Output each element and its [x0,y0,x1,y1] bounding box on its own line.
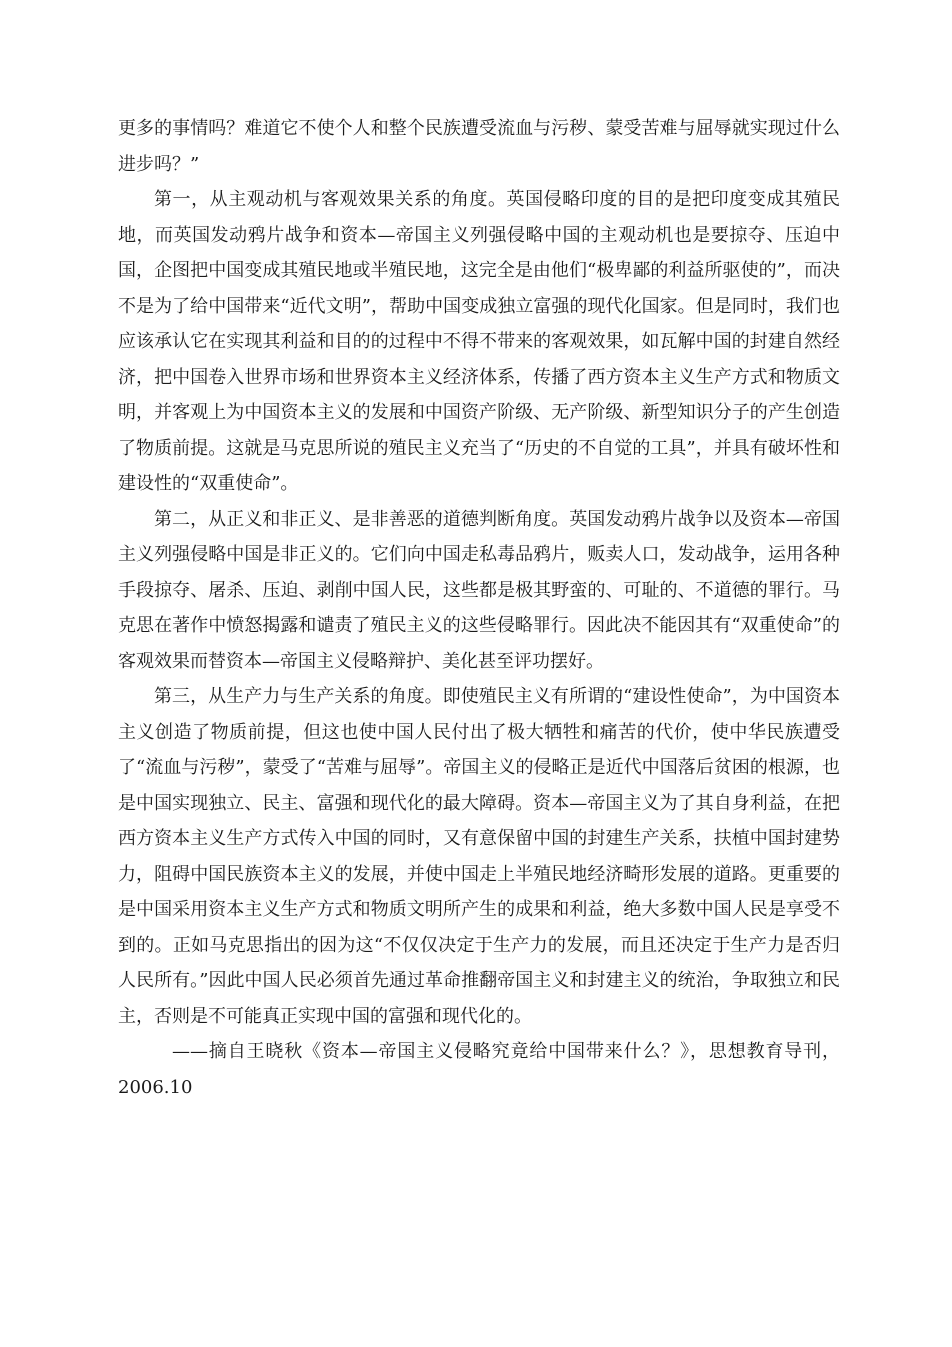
paragraph-third-point: 第三，从生产力与生产关系的角度。即使殖民主义有所谓的“建设性使命”，为中国资本主义创造了物质前提，但这也使中国人民付出了极大牺牲和痛苦的代价，使中华民族遭受了“流血与污秽”，蒙受了“苦难与屈辱”。帝国主义的侵略正是近代中国落后贫困的根源，也是中国实现独立、民主、富强和现代化的最大障碍。资本—帝国主义为了其自身利益，在把西方资本主义生产方式传入中国的同时，又有意保留中国的封建生产关系，扶植中国封建势力，阻碍中国民族资本主义的发展，并使中国走上半殖民地经济畸形发展的道路。更重要的是中国采用资本主义生产方式和物质文明所产生的成果和利益，绝大多数中国人民是享受不到的。正如马克思指出的因为这“不仅仅决定于生产力的发展，而且还决定于生产力是否归人民所有。”因此中国人民必须首先通过革命推翻帝国主义和封建主义的统治，争取独立和民主，否则是不可能真正实现中国的富强和现代化的。 [118,686,840,1027]
document-page [118,111,840,1105]
paragraph-second-point: 第二，从正义和非正义、是非善恶的道德判断角度。英国发动鸦片战争以及资本—帝国主义列强侵略中国是非正义的。它们向中国走私毒品鸦片，贩卖人口，发动战争，运用各种手段掠夺、屠杀、压迫、剥削中国人民，这些都是极其野蛮的、可耻的、不道德的罪行。马克思在著作中愤怒揭露和谴责了殖民主义的这些侵略罪行。因此决不能因其有“双重使命”的客观效果而替资本—帝国主义侵略辩护、美化甚至评功摆好。 [118,508,840,672]
paragraph-continuation: 更多的事情吗？难道它不使个人和整个民族遭受流血与污秽、蒙受苦难与屈辱就实现过什么进步吗？” [118,118,840,175]
source-citation: ——摘自王晓秋《资本—帝国主义侵略究竟给中国带来什么？》，思想教育导刊，2006.10 [118,1041,840,1098]
paragraph-first-point: 第一，从主观动机与客观效果关系的角度。英国侵略印度的目的是把印度变成其殖民地，而英国发动鸦片战争和资本—帝国主义列强侵略中国的主观动机也是要掠夺、压迫中国，企图把中国变成其殖民地或半殖民地，这完全是由他们“极卑鄙的利益所驱使的”，而决不是为了给中国带来“近代文明”，帮助中国变成独立富强的现代化国家。但是同时，我们也应该承认它在实现其利益和目的的过程中不得不带来的客观效果，如瓦解中国的封建自然经济，把中国卷入世界市场和世界资本主义经济体系，传播了西方资本主义生产方式和物质文明，并客观上为中国资本主义的发展和中国资产阶级、无产阶级、新型知识分子的产生创造了物质前提。这就是马克思所说的殖民主义充当了“历史的不自觉的工具”，并具有破坏性和建设性的“双重使命”。 [118,189,840,494]
